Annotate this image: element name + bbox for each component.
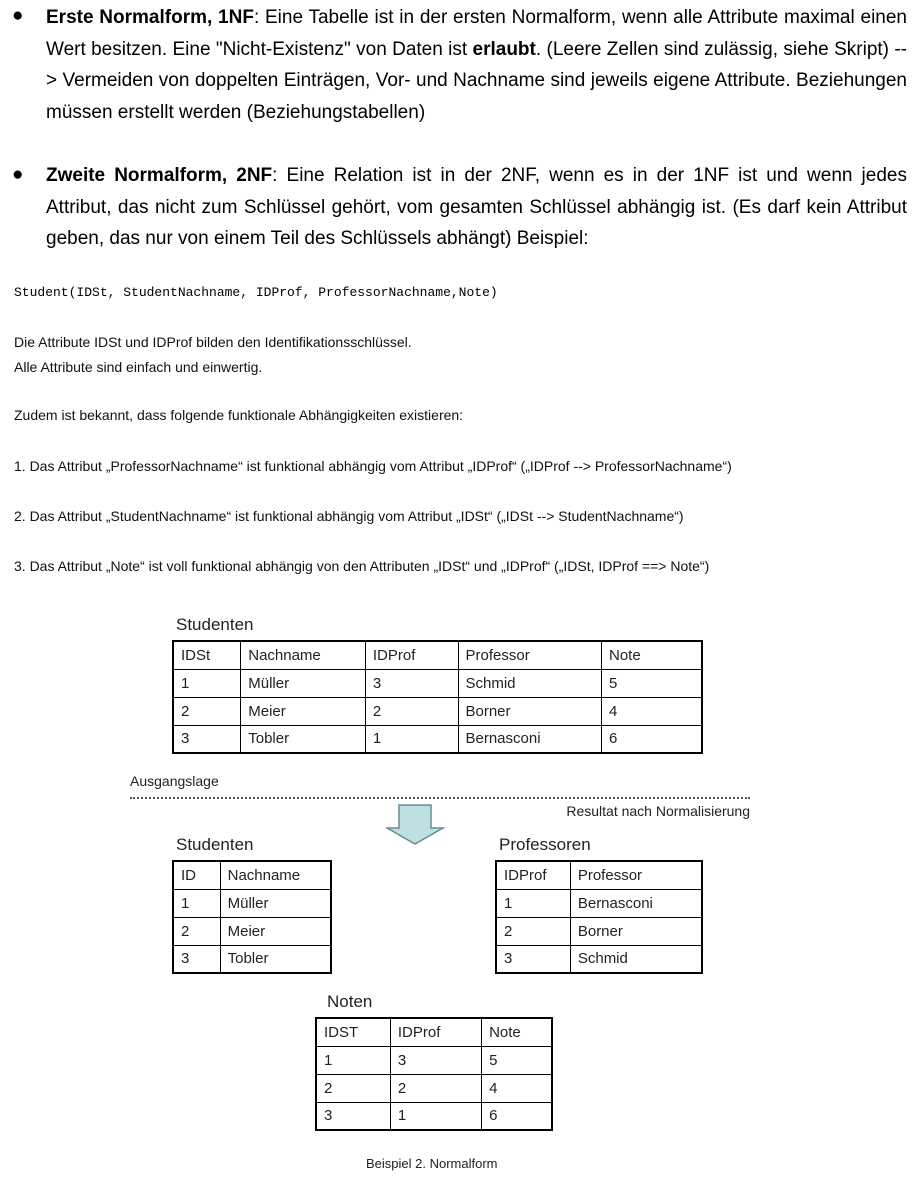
table-cell: 2: [173, 697, 241, 725]
text: : Eine Relation ist in der 2NF, wenn es in der 1NF ist und wenn jedes Attribut, das nicht zum Schlüssel gehört, vom gesamten Schlüssel abhängig ist. (Es darf kein Attribut geben, das nur von einem Teil des Schlüssels abhängt) Beispiel:: [46, 165, 907, 250]
bullet-icon: ●: [12, 164, 24, 185]
table-cell: Meier: [241, 697, 366, 725]
table-cell: Borner: [458, 697, 601, 725]
table-cell: 1: [316, 1046, 390, 1074]
table-row: [496, 889, 702, 917]
table-cell: Bernasconi: [570, 889, 702, 917]
paragraph-1nf: [46, 2, 907, 129]
table-cell: Müller: [241, 669, 366, 697]
text: . (Leere Zellen sind zulässig, siehe Skript) --> Vermeiden von doppelten Einträgen, Vor- und Nachname sind jeweils eigene Attribute. Beziehungen müssen erstellt werden (Beziehungstabellen): [46, 38, 907, 124]
table-cell: 2: [316, 1074, 390, 1102]
dependency-2: 2. Das Attribut „StudentNachname“ ist funktional abhängig vom Attribut „IDSt“ („IDSt --> StudentNachname“): [14, 508, 684, 524]
header-cell: Nachname: [220, 861, 331, 889]
relation-schema: Student(IDSt, StudentNachname, IDProf, ProfessorNachname,Note): [14, 285, 498, 300]
table-cell: 6: [601, 725, 702, 753]
table-cell: 1: [390, 1102, 481, 1130]
header-cell: IDProf: [496, 861, 570, 889]
table-cell: 3: [390, 1046, 481, 1074]
table-row: [173, 889, 331, 917]
table-cell: Schmid: [570, 945, 702, 973]
term-2nf: Zweite Normalform, 2NF: [46, 165, 273, 186]
header-cell: IDProf: [365, 641, 458, 669]
text: : Eine Tabelle ist in der ersten Normalform, wenn alle Attribute maximal einen Wert besitzen. Eine "Nicht-Existenz" von Daten ist: [46, 7, 907, 60]
table-row: [173, 669, 702, 697]
table-cell: 1: [173, 669, 241, 697]
table-cell: Borner: [570, 917, 702, 945]
emphasis: erlaubt: [472, 38, 536, 60]
table-header-row: [173, 861, 331, 889]
table-cell: Tobler: [241, 725, 366, 753]
table-cell: Meier: [220, 917, 331, 945]
dependency-3: 3. Das Attribut „Note“ ist voll funktional abhängig von den Attributen „IDSt“ und „IDProf“ („IDSt, IDProf ==> Note“): [14, 558, 710, 574]
text-line: Alle Attribute sind einfach und einwertig.: [14, 359, 263, 375]
table-cell: 3: [316, 1102, 390, 1130]
table-row: [173, 697, 702, 725]
table-row: [316, 1102, 552, 1130]
table-cell: Tobler: [220, 945, 331, 973]
table-cell: 3: [173, 945, 220, 973]
table-cell: 4: [601, 697, 702, 725]
table-row: [496, 917, 702, 945]
header-cell: Professor: [570, 861, 702, 889]
table-cell: 5: [482, 1046, 552, 1074]
bullet-icon: ●: [12, 5, 24, 26]
header-cell: Professor: [458, 641, 601, 669]
table-cell: 2: [173, 917, 220, 945]
table-cell: 3: [496, 945, 570, 973]
table-studenten-initial: [172, 640, 703, 754]
paragraph-2nf: [46, 160, 907, 255]
table-cell: Bernasconi: [458, 725, 601, 753]
table-header-row: [316, 1018, 552, 1046]
table-row: [316, 1074, 552, 1102]
divider: [130, 797, 750, 799]
arrow-down-icon: [386, 804, 446, 846]
header-cell: IDProf: [390, 1018, 481, 1046]
table-noten: [315, 1017, 553, 1131]
initial-label: Ausgangslage: [130, 773, 219, 789]
table-cell: 4: [482, 1074, 552, 1102]
table-cell: 2: [390, 1074, 481, 1102]
table-title: Noten: [327, 992, 373, 1011]
table-row: [316, 1046, 552, 1074]
table-cell: 2: [365, 697, 458, 725]
table-cell: 5: [601, 669, 702, 697]
header-cell: ID: [173, 861, 220, 889]
table-header-row: [173, 641, 702, 669]
table-row: [496, 945, 702, 973]
table-cell: 1: [365, 725, 458, 753]
table-studenten: [172, 860, 332, 974]
header-cell: IDSt: [173, 641, 241, 669]
table-title: Studenten: [176, 615, 254, 634]
header-cell: Note: [601, 641, 702, 669]
table-header-row: [496, 861, 702, 889]
table-row: [173, 725, 702, 753]
table-cell: 6: [482, 1102, 552, 1130]
header-cell: Nachname: [241, 641, 366, 669]
table-cell: 3: [173, 725, 241, 753]
text-line: Zudem ist bekannt, dass folgende funktionale Abhängigkeiten existieren:: [14, 407, 464, 423]
term-1nf: Erste Normalform, 1NF: [46, 7, 254, 28]
table-cell: 3: [365, 669, 458, 697]
header-cell: IDST: [316, 1018, 390, 1046]
text-line: Die Attribute IDSt und IDProf bilden den Identifikationsschlüssel.: [14, 334, 412, 350]
figure-caption: Beispiel 2. Normalform: [366, 1156, 498, 1171]
header-cell: Note: [482, 1018, 552, 1046]
table-title: Professoren: [499, 835, 591, 854]
table-row: [173, 945, 331, 973]
table-cell: 1: [496, 889, 570, 917]
result-label: Resultat nach Normalisierung: [566, 803, 750, 819]
table-cell: 2: [496, 917, 570, 945]
table-title: Studenten: [176, 835, 254, 854]
table-row: [173, 917, 331, 945]
table-professoren: [495, 860, 703, 974]
table-cell: 1: [173, 889, 220, 917]
dependency-1: 1. Das Attribut „ProfessorNachname“ ist funktional abhängig vom Attribut „IDProf“ („IDProf --> ProfessorNachname“): [14, 458, 732, 474]
table-cell: Schmid: [458, 669, 601, 697]
table-cell: Müller: [220, 889, 331, 917]
